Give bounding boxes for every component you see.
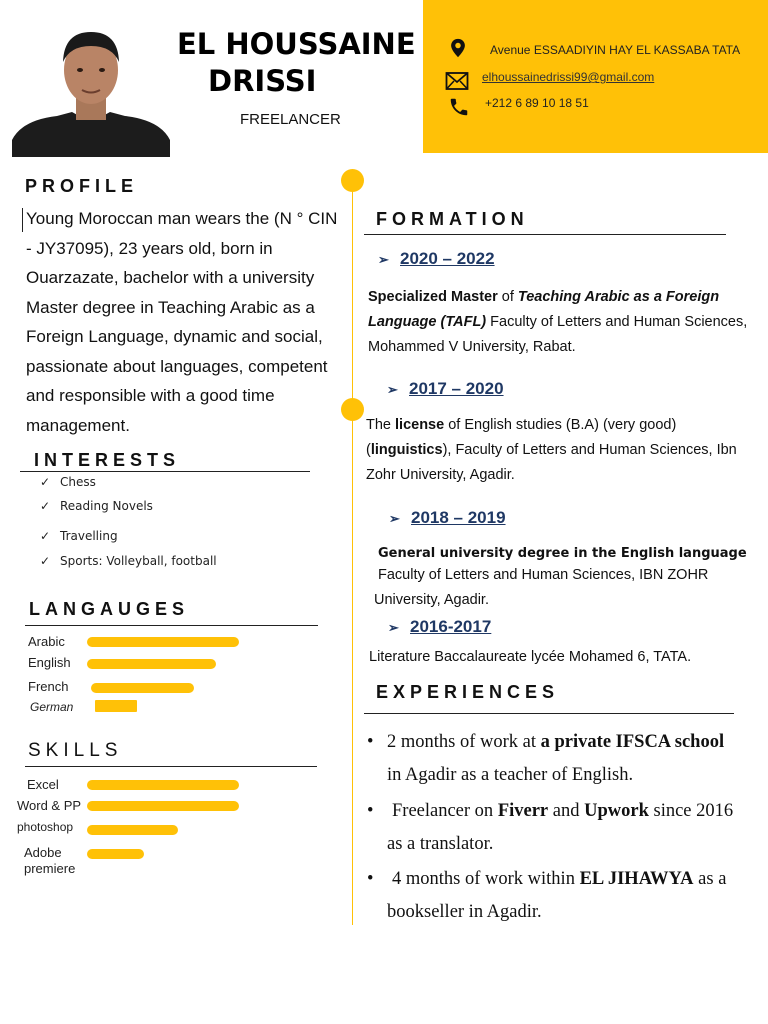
job-title: FREELANCER — [240, 111, 341, 128]
arrow-bullet-icon: ➢ — [389, 511, 400, 526]
skill-level-bar — [87, 780, 239, 790]
degree-name: Specialized Master — [368, 289, 498, 305]
bullet-icon: • — [367, 801, 374, 821]
checkmark-icon: ✓ — [40, 554, 51, 568]
platform-name: Upwork — [584, 801, 649, 821]
contact-box — [423, 0, 768, 153]
experience-text: since 2016 as a translator. — [387, 801, 734, 854]
formation-year — [387, 379, 504, 399]
interest-label: Chess — [60, 475, 96, 489]
interests-heading: INTERESTS — [34, 450, 181, 470]
language-level-bar — [87, 637, 239, 647]
year-range: 2017 – 2020 — [409, 379, 504, 398]
interest-item — [40, 529, 118, 543]
formation-entry-text: Literature Baccalaureate lycée Mohamed 6, TATA. — [369, 649, 692, 665]
interest-label: Travelling — [60, 529, 118, 543]
language-label: French — [28, 679, 69, 694]
institution-text: Faculty of Letters and Human Sciences, IBN ZOHR University, Agadir. — [374, 567, 709, 608]
experience-text: as a bookseller in Agadir. — [387, 869, 727, 922]
timeline-dot — [341, 398, 364, 421]
institution-text: Faculty of Letters and Human Sciences, Mohammed V University, Rabat. — [368, 314, 748, 355]
checkmark-icon: ✓ — [40, 475, 51, 489]
skill-level-bar — [87, 849, 144, 859]
bullet-icon: • — [367, 732, 374, 752]
experiences-rule — [364, 713, 734, 714]
email-link[interactable]: elhoussainedrissi99@gmail.com — [482, 70, 655, 84]
checkmark-icon: ✓ — [40, 499, 51, 513]
skill-label: Excel — [27, 777, 59, 792]
connector-text: of — [497, 289, 518, 305]
interest-label: Sports: Volleyball, football — [60, 554, 217, 568]
profile-accent-bar — [22, 208, 23, 232]
name-first-line: EL HOUSSAINE — [177, 27, 416, 61]
interest-item — [40, 499, 153, 513]
arrow-bullet-icon: ➢ — [388, 620, 399, 635]
skill-label: Adobe premiere — [24, 845, 76, 876]
languages-rule — [25, 625, 318, 626]
profile-text: Young Moroccan man wears the (N ° CIN - JY37095), 23 years old, born in Ouarzazate, bachelor with a university Master degree in Teaching Arabic as a Foreign Language, dynamic and social, passionate about languages, competent and responsible with a good time management. — [26, 209, 338, 435]
experience-text: in Agadir as a teacher of English. — [387, 765, 634, 785]
interest-item — [40, 475, 96, 489]
degree-detail: of English studies (B.A) (very good) ( — [366, 417, 677, 458]
interests-rule — [20, 471, 310, 472]
email-icon — [445, 70, 469, 92]
checkmark-icon: ✓ — [40, 529, 51, 543]
languages-heading: LANGAUGES — [29, 599, 190, 619]
interest-label: Reading Novels — [60, 499, 153, 513]
degree-name: license — [395, 417, 445, 433]
skills-rule — [25, 766, 317, 767]
language-label: German — [30, 700, 74, 714]
specialty-name: linguistics — [370, 442, 443, 458]
year-range: 2018 – 2019 — [411, 508, 506, 527]
profile-heading: PROFILE — [25, 176, 139, 196]
experience-text: 4 months of work within — [392, 869, 580, 889]
year-range: 2016-2017 — [410, 617, 492, 636]
experiences-heading: EXPERIENCES — [376, 682, 560, 702]
phone-text: +212 6 89 10 18 51 — [485, 96, 589, 110]
platform-name: Fiverr — [497, 801, 549, 821]
experience-item — [367, 726, 742, 792]
language-level-bar — [87, 659, 216, 669]
skill-level-bar — [87, 825, 178, 835]
skill-label: Word & PP — [17, 798, 82, 813]
language-label: English — [28, 655, 71, 670]
bullet-icon: • — [367, 869, 374, 889]
experience-text: Freelancer on — [392, 801, 498, 821]
formation-heading: FORMATION — [376, 209, 529, 229]
timeline-dot — [341, 169, 364, 192]
skills-heading: SKILLS — [28, 740, 123, 761]
arrow-bullet-icon: ➢ — [387, 382, 398, 397]
location-icon — [447, 37, 469, 59]
person-photo-icon — [12, 20, 170, 157]
formation-year — [388, 617, 491, 637]
address-text: Avenue ESSAADIYIN HAY EL KASSABA TATA — [490, 43, 741, 57]
interest-item — [40, 554, 217, 568]
experience-item — [367, 863, 742, 929]
degree-name: General university degree in the English language — [378, 546, 747, 561]
employer-name: EL JIHAWYA — [579, 869, 694, 889]
skill-level-bar — [87, 801, 239, 811]
connector-text: The — [366, 417, 396, 433]
skill-label: photoshop — [17, 820, 74, 834]
experience-item — [367, 795, 742, 861]
program-name: Teaching Arabic as a Foreign Language (TAFL) — [368, 289, 720, 330]
name-last-line: DRISSI — [208, 64, 317, 98]
employer-name: a private IFSCA school — [540, 732, 725, 752]
formation-year — [378, 249, 495, 269]
formation-year — [389, 508, 506, 528]
timeline-line — [352, 180, 353, 925]
language-level-bar — [91, 683, 194, 693]
language-level-bar — [95, 700, 137, 712]
institution-text: ), Faculty of Letters and Human Sciences, Ibn Zohr University, Agadir. — [366, 442, 737, 483]
profile-photo — [12, 20, 170, 157]
formation-entry-text — [366, 413, 746, 488]
formation-rule — [364, 234, 726, 235]
experience-text: and — [548, 801, 585, 821]
experience-text: 2 months of work at — [387, 732, 541, 752]
formation-entry-text — [368, 285, 748, 360]
language-label: Arabic — [28, 634, 65, 649]
year-range: 2020 – 2022 — [400, 249, 495, 268]
arrow-bullet-icon: ➢ — [378, 252, 389, 267]
phone-icon — [448, 96, 470, 118]
